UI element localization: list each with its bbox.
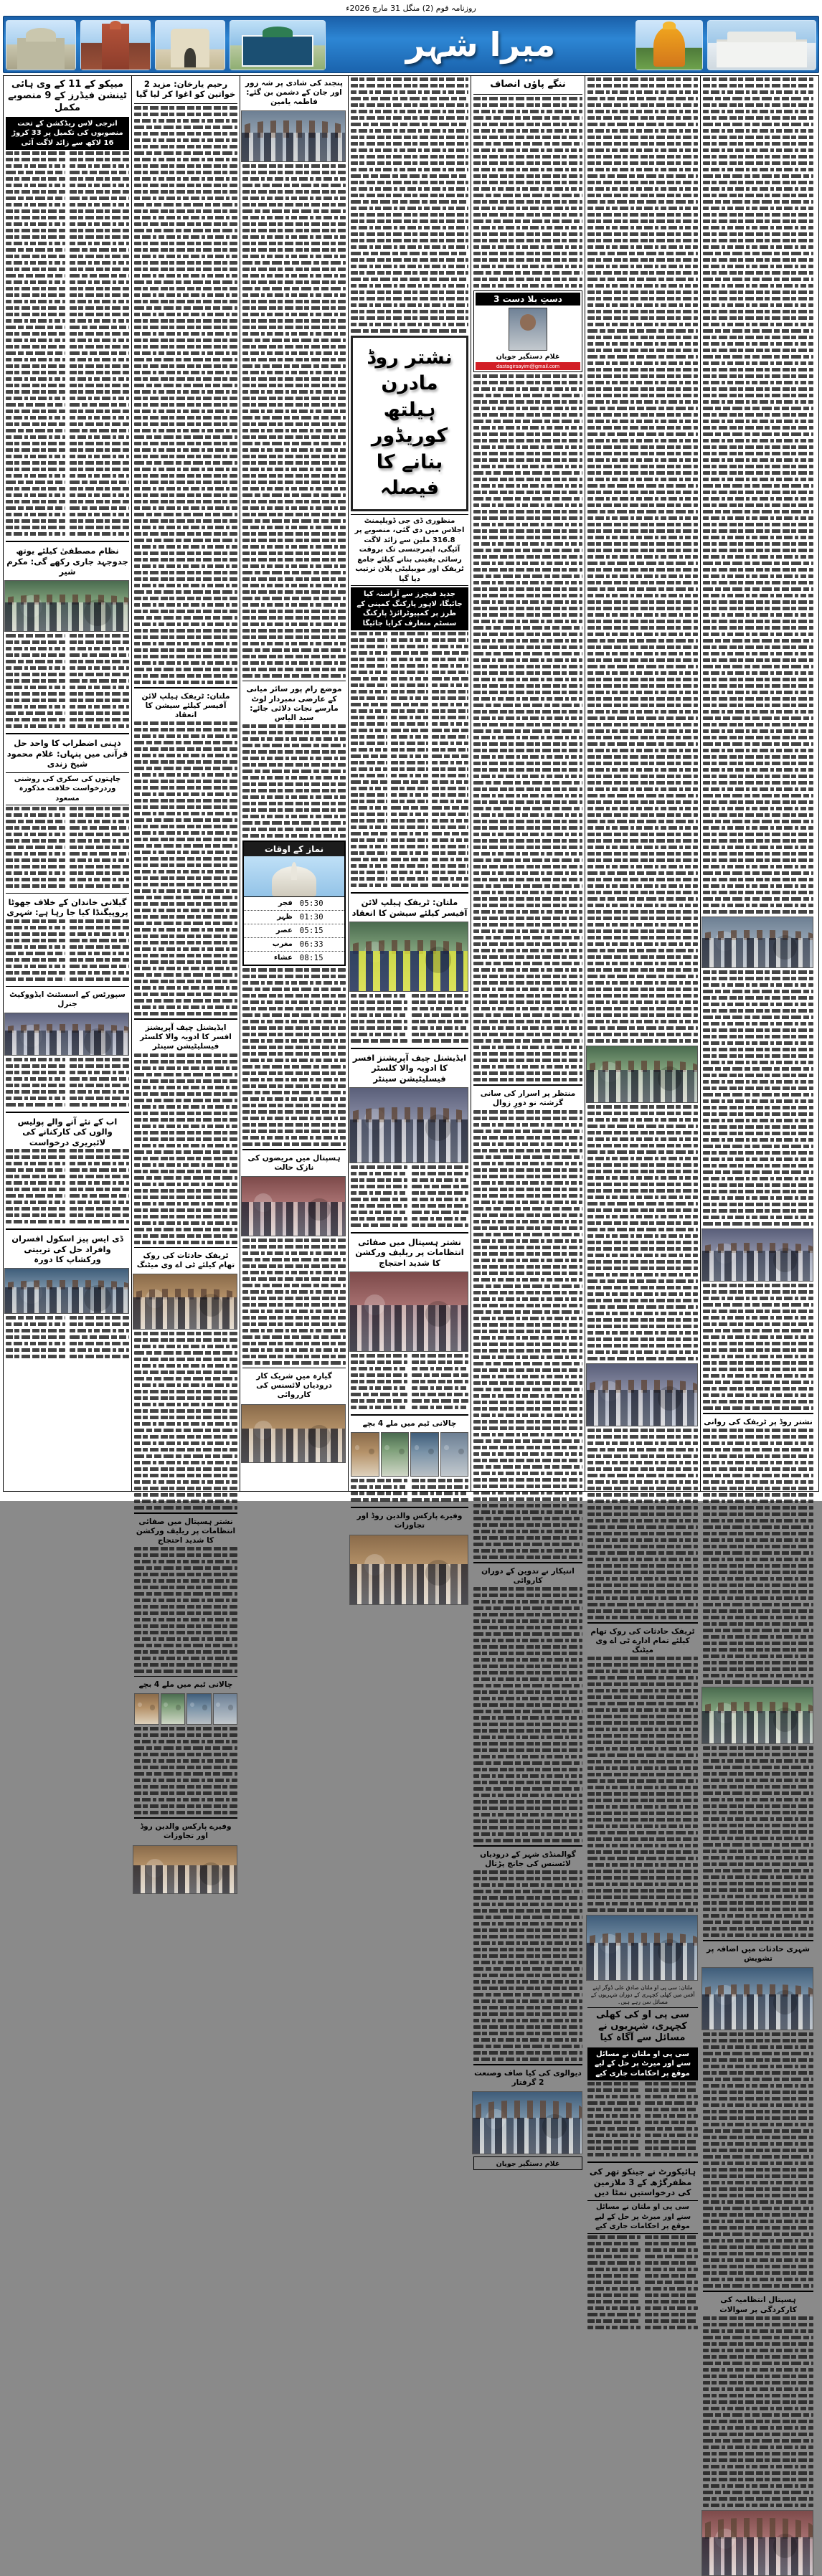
col7-headline-3[interactable]: ہسپتال انتظامیہ کی کارکردگی پر سوالات — [719, 2296, 797, 2314]
newspaper-title: میرا شہر — [405, 25, 556, 64]
page-body — [3, 75, 819, 2314]
col3-headline-1[interactable]: پنجند کی شادی پر شہ زور اور جان کے دشمن بن گئے: فاطمہ یامین — [245, 79, 343, 107]
kid-photo — [440, 1432, 469, 1477]
col6-kicker-1: سی پی او ملتان نے مسائل سنے اور میرٹ پر حل کے لیے موقع پر احکامات جاری کیے — [587, 2047, 698, 2081]
col5-columnist-box-2 — [473, 2156, 582, 2170]
prayer-row — [244, 897, 344, 911]
col5-headline-3[interactable]: انتیکار نے تدوین کے دوران کاروائی — [481, 1566, 575, 1585]
col6-headline-2[interactable]: ٹریفک حادثات کی روک تھام کیلئے تمام ادارے ٹی اے وی میٹنگ — [590, 1627, 695, 1655]
column-6 — [585, 76, 700, 2231]
col4-photo-facilitation-centre — [349, 1087, 468, 1163]
col7-headline-2[interactable]: شہری حادثات میں اضافہ پر تشویش — [706, 1945, 811, 1964]
col6-caption-1: ملتان: سی پی او ملتان صادق علی ڈوگر اپنے آفس میں کھلی کچہری کے دوران شہریوں کے مسائل سن رہے ہیں۔ — [587, 1983, 698, 2008]
col1-kicker-1: انرجی لاس ریڈکشن کے تحت منصوبوں کی تکمیل پر 33 کروڑ 16 لاکھ سے زائد لاگت آئی — [6, 117, 129, 151]
col1-photo-workshop — [4, 1268, 129, 1314]
col4-headline-2[interactable]: ملتان: ٹریفک ہیلپ لائن آفیسر کیلئے سیشن کا انعقاد — [351, 897, 468, 918]
col7-photo-hall — [701, 1967, 813, 2030]
col6-subdeck-2: سی پی او ملتان نے مسائل سنے اور میرٹ پر حل کے لیے موقع پر احکامات جاری کیے — [587, 2200, 698, 2234]
prayer-time: 05:15 — [296, 924, 344, 937]
masthead-photo-mosque-green-dome — [230, 20, 326, 70]
masthead-photo-stone-dome — [6, 20, 76, 70]
col2-body-4 — [134, 1332, 237, 1510]
child-photo — [134, 1693, 159, 1725]
col7-photo-office-meeting — [701, 1228, 813, 1282]
column-4-center — [349, 76, 471, 1530]
column-5 — [471, 76, 585, 2169]
kid-photo — [381, 1432, 410, 1477]
col2-headline-2[interactable]: ملتان: ٹریفک ہیلپ لائن آفیسر کیلئے سیشن کا انعقاد — [141, 691, 230, 719]
prayer-name: عشاء — [273, 954, 293, 962]
col4-headline-4[interactable]: نشتر ہسپتال میں صفائی انتظامات پر ریلیف ورکشن کا شدید احتجاج — [355, 1237, 464, 1268]
col1-body-7 — [6, 1316, 129, 1361]
col5-body-5 — [473, 1870, 582, 2061]
col6-photo-open-court — [586, 1915, 698, 1981]
masthead — [3, 16, 819, 73]
col4-photo-traffic-wardens — [349, 922, 468, 992]
kid-photo — [351, 1432, 379, 1477]
prayer-row — [244, 937, 344, 951]
lead-headline[interactable]: نشتر روڈ مادرن ہیلتھ کوریڈور بنانے کا فیصلہ — [367, 346, 453, 500]
col1-photo-gathering — [4, 580, 129, 632]
col5-headline-2[interactable]: منتظر پر اسرار کی سانی گزشتہ نو دورِ زوال — [480, 1089, 576, 1108]
column-2 — [132, 76, 240, 1841]
col3-photo-rescue — [241, 1404, 346, 1463]
col7-photo-two-portraits — [701, 2510, 813, 2576]
prayer-name: مغرب — [244, 937, 296, 951]
dateline: روزنامہ قوم (2) منگل 31 مارچ 2026ء — [346, 3, 476, 13]
col5-body-2 — [473, 374, 582, 1081]
col1-headline-2[interactable]: نظام مصطفیٰ کیلئے یوتھ جدوجہد جاری رکھے گی: مکرم شیر — [6, 546, 128, 577]
center-top-body — [351, 77, 468, 333]
col1-photo-officials — [4, 1013, 129, 1056]
col1-body-6 — [6, 1149, 129, 1226]
column-7 — [701, 76, 816, 2314]
col7-body-4 — [703, 1746, 813, 1937]
col6-body-0 — [587, 77, 698, 1043]
column-3 — [240, 76, 348, 1491]
col4-headline-3[interactable]: ایڈیشنل چیف آپریشنز افسر کا ادویہ والا کلسٹر فیسلیٹیشن سینٹر — [352, 1052, 467, 1084]
prayer-times-panel — [242, 840, 346, 966]
masthead-photo-quaid-mausoleum — [155, 20, 225, 70]
col2-headline-7[interactable]: وفیرے پارکس والدین روڈ اور تجاوزات — [140, 1822, 232, 1841]
masthead-photo-clock-tower — [80, 20, 151, 70]
col3-headline-2[interactable]: موضع رام پور سائر میانی کے عارضی نمبردار لوٹ مارسے نجات دلائی جائے: سید الیاس — [246, 685, 342, 722]
col1-body-1 — [6, 151, 129, 539]
col4-body-3 — [351, 1165, 468, 1230]
col2-headline-6[interactable]: چالانی ٹیم میں ملے 4 بچے — [138, 1680, 233, 1690]
lead-headline-box — [351, 336, 468, 511]
col1-headline-6[interactable]: اب کے نئے آنے والے پولیس والوں کی کارکنانے کی لائبریری درخواست — [17, 1117, 118, 1147]
col1-body-4 — [6, 919, 129, 984]
col7-body-6 — [703, 2316, 813, 2507]
prayer-name: عصر — [244, 924, 296, 937]
col2-photo-strip-children — [134, 1693, 237, 1725]
col1-body-3 — [6, 807, 129, 891]
prayer-times-title: نماز کے اوقات — [244, 842, 344, 856]
col7-headline-1[interactable]: نشتر روڈ پر ٹریفک کی روانی — [704, 1418, 813, 1426]
lead-body — [351, 632, 468, 890]
col5-body-4 — [473, 1587, 582, 1842]
prayer-time: 01:30 — [296, 910, 344, 924]
col5-body-1 — [473, 97, 582, 288]
masthead-photo-golden-temple — [636, 20, 703, 70]
col1-headline-3[interactable]: ذہنی اضطراب کا واحد حل قرآنی میں پنہاں: غلام محمود شیخ زندی — [6, 738, 128, 770]
col4-headline-5[interactable]: چالانی ٹیم میں ملے 4 بچے — [362, 1419, 457, 1429]
prayer-row — [244, 910, 344, 924]
mosque-dome-icon — [244, 856, 344, 897]
col5-headline-6[interactable]: دیوالوی کی کیا صاف وصنعت 2 گرفتار — [474, 2069, 582, 2088]
prayer-time: 06:33 — [296, 937, 344, 951]
column-1 — [4, 76, 131, 1491]
col1-headline-4[interactable]: گیلانی خاندان کے خلاف جھوٹا پروپیگنڈا کیا جا رہا ہے: شہری — [6, 897, 128, 918]
prayer-name: ظہر — [244, 910, 296, 924]
col7-body-5 — [703, 2032, 813, 2288]
col3-body-3 — [242, 968, 346, 1146]
col2-body-1 — [134, 106, 237, 684]
columnist-box — [473, 290, 582, 372]
col2-headline-5[interactable]: نشتر ہسپتال میں صفائی انتظامات پر ریلیف ورکشن کا شدید احتجاج — [136, 1517, 236, 1545]
kid-photo — [410, 1432, 439, 1477]
child-photo — [213, 1693, 238, 1725]
col7-body-3 — [703, 1429, 813, 1684]
col5-headline-1[interactable]: ننگے پاؤں انصاف — [490, 79, 566, 90]
col2-body-6 — [134, 1727, 237, 1814]
col6-body-5 — [587, 2235, 698, 2332]
col2-photo-machinery — [133, 1845, 237, 1894]
col6-photo-ceremony — [586, 1046, 698, 1103]
col6-headline-4[interactable]: ہائیکورٹ نے جینکو تھر کی مظفرگڑھ کے 3 ملازمین کی درخواستیں نمٹا دیں — [589, 2167, 696, 2197]
lead-deck-2: جدید فیچرز سے آراستہ کیا جائیگا، لاہور پارکنگ کمپنی کے طرز پر کمپیوٹرائزڈ پارکنگ سسٹم متعارف کرایا جائیگا — [351, 587, 468, 630]
col1-body-5 — [6, 1058, 129, 1109]
col5-body-3 — [473, 1110, 582, 1559]
masthead-title-block — [328, 16, 633, 72]
col4-photo-strip-kids — [351, 1432, 468, 1477]
col3-photo-hospital-waste — [241, 1176, 346, 1236]
col7-photo-group-discussion — [701, 1687, 813, 1744]
col6-body-3 — [587, 1657, 698, 1912]
col6-photo-meeting — [586, 1363, 698, 1426]
col6-body-2 — [587, 1429, 698, 1619]
col3-headline-4[interactable]: گیارہ میں شریک کار درودیاں لائسنس کی کارروائی — [256, 1372, 332, 1400]
col5-columnist-name-2: غلام دستگیر جویان — [496, 2160, 560, 2169]
child-photo — [161, 1693, 186, 1725]
col4-headline-6[interactable]: وفیرے پارکس والدین روڈ اور تجاوزات — [356, 1512, 463, 1530]
columnist-avatar — [509, 308, 547, 351]
col3-headline-3[interactable]: ہسپتال میں مریضوں کی نازک حالت — [247, 1153, 341, 1172]
prayer-row — [244, 951, 344, 965]
col1-headline-5[interactable]: سپورٹس کے اسسٹنٹ ایڈووکیٹ جنرل — [9, 990, 126, 1008]
col6-body-4 — [587, 2082, 698, 2159]
child-photo — [186, 1693, 212, 1725]
col5-headline-4[interactable]: گوالمنڈی شہر کے درودیاں لائسنس کی جانچ پڑتال — [480, 1850, 576, 1868]
col1-body-2 — [6, 634, 129, 731]
prayer-time: 05:30 — [296, 897, 344, 911]
col7-body-1 — [703, 970, 813, 1226]
col7-body-2 — [703, 1284, 813, 1410]
col4-photo-protest-rally — [349, 1272, 468, 1352]
prayer-row — [244, 924, 344, 937]
columnist-name: غلام دستگیر جویان — [496, 353, 560, 361]
col4-body-2 — [351, 994, 468, 1046]
columnist-box-title: دستِ بلا دست 3 — [476, 293, 580, 306]
col2-headline-1[interactable]: رحیم یارخان: مزید 2 خواتین کو اغوا کر لیا گیا — [136, 79, 236, 100]
col3-photo-couple — [241, 110, 346, 162]
col2-body-2 — [134, 721, 237, 1015]
prayer-time: 08:15 — [299, 953, 323, 962]
prayer-name: فجر — [244, 897, 296, 911]
col7-photo-flower-ceremony — [701, 917, 813, 968]
col3-body-1 — [242, 164, 346, 678]
col2-body-3 — [134, 1053, 237, 1244]
col4-body-4 — [351, 1354, 468, 1412]
col7-body-0 — [703, 77, 813, 914]
col1-headline-7[interactable]: ڈی ایس پیز اسکول افسران وافراد حل کی تربیتی ورکشاپ کا دورہ — [11, 1233, 123, 1264]
col3-body-4 — [242, 1239, 346, 1365]
col2-headline-4[interactable]: ٹریفک حادثات کی روک تھام کیلئے ٹی اے وی میٹنگ — [136, 1251, 235, 1269]
col5-photo-two-men — [472, 2091, 582, 2154]
col6-body-1 — [587, 1105, 698, 1360]
prayer-times-table — [244, 897, 344, 965]
col4-body-5 — [351, 1479, 468, 1505]
col6-headline-1[interactable]: سی پی او کی کھلی کچہری، شہریوں نے مسائل سے آگاہ کیا — [596, 2009, 689, 2044]
col2-body-5 — [134, 1547, 237, 1673]
col2-headline-3[interactable]: ایڈیشنل چیف آپریشنز افسر کا ادویہ والا کلسٹر فیسلیٹیشن سینٹر — [140, 1023, 232, 1051]
col4-photo-excavator — [349, 1535, 468, 1605]
col1-sub-3: چاہتوں کی سکری کی روشنی وردرخواست خلافت مذکورہ مسعود — [6, 772, 129, 806]
masthead-photo-bahawalpur-palace — [707, 20, 816, 70]
col1-headline-1[interactable]: میپکو کے 11 کے وی ہائی ٹینشن فیڈرز کے 9 منصوبے مکمل — [8, 79, 127, 113]
columnist-email[interactable]: dastagirsayim@gmail.com — [476, 362, 580, 370]
col2-photo-protest — [133, 1274, 237, 1330]
col3-body-2 — [242, 724, 346, 838]
lead-deck: منظوری ڈی جی ڈویلپمنٹ اجلاس میں دی گئی، منصوبے پر 316.8 ملین سے زائد لاگت آئیگی، ایمرجنسی تک بروقت رسائی یقینی بنانے کیلئے جامع ٹریفک اور موبیلیٹی پلان ترتیب دیا گیا — [351, 514, 468, 587]
